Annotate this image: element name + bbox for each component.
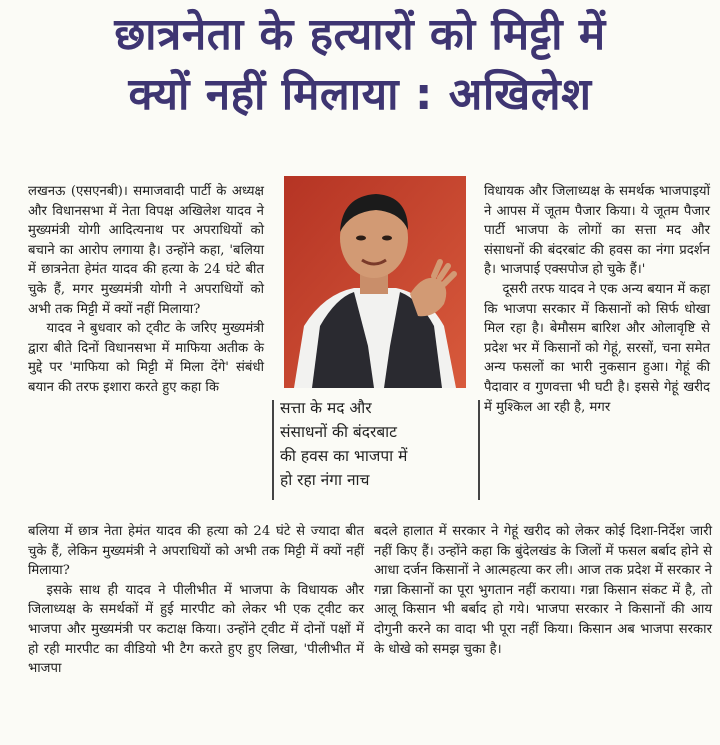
right-paragraph-1: विधायक और जिलाध्यक्ष के समर्थक भाजपाइयों ने आपस में जूतम पैजार किया। ये जूतम पैजार पार्टी भाजपा के लोगों का सत्ता मद और संसाधनों की बंदरबांट की हवस का नंगा प्रदर्शन है। भाजपाई एक्सपोज हो चुके हैं।' <box>484 184 710 278</box>
headline-line-2: क्यों नहीं मिलाया : अखिलेश <box>128 69 592 120</box>
pull-quote-line-1: सत्ता के मद और <box>280 399 372 417</box>
pull-quote-right-rule <box>478 400 480 500</box>
bottom-left-column <box>28 522 364 679</box>
akhilesh-yadav-photo <box>284 176 466 388</box>
bottom-right-paragraph-1: बदले हालात में सरकार ने गेहूं खरीद को लेकर कोई दिशा-निर्देश जारी नहीं किए हैं। उन्होंने कहा कि बुंदेलखंड के जिलों में फसल बर्बाद होने से आधा दर्जन किसानों ने आत्महत्या कर ली। आज तक प्रदेश में सरकार ने गन्ना किसानों का पूरा भुगतान नहीं कराया। गन्ना किसान संकट में है, तो आलू किसान भी बर्बाद हो गये। भाजपा सरकार ने किसानों की आय दोगुनी करने का वादा भी पूरा नहीं किया। किसान अब भाजपा सरकार के धोखे को समझ चुका है। <box>374 524 712 657</box>
pull-quote <box>280 396 470 492</box>
pull-quote-left-rule <box>272 400 274 500</box>
headline-line-1: छात्रनेता के हत्यारों को मिट्टी में <box>114 9 606 60</box>
pull-quote-line-2: संसाधनों की बंदरबाट <box>280 423 397 441</box>
portrait-image <box>284 176 466 388</box>
bottom-left-paragraph-2: इसके साथ ही यादव ने पीलीभीत में भाजपा के विधायक और जिलाध्यक्ष के समर्थकों में हुई मारपीट को लेकर भी एक ट्वीट कर भाजपा और मुख्यमंत्री पर कटाक्ष किया। उन्होंने ट्वीट में दोनों पक्षों में हो रही मारपीट का वीडियो भी टैग करते हुए हुए लिखा, 'पीलीभीत में भाजपा <box>28 582 364 677</box>
pull-quote-line-3: की हवस का भाजपा में <box>280 447 408 465</box>
left-paragraph-2: यादव ने बुधवार को ट्वीट के जरिए मुख्यमंत्री द्वारा बीते दिनों विधानसभा में माफिया अतीक के मुद्दे पर 'माफिया को मिट्टी में मिला देंगे' संबंधी बयान की तरफ इशारा करते हुए कहा कि <box>28 321 264 395</box>
pull-quote-line-4: हो रहा नंगा नाच <box>280 471 370 489</box>
left-column <box>28 182 264 398</box>
right-column <box>484 182 710 417</box>
left-paragraph-1: लखनऊ (एसएनबी)। समाजवादी पार्टी के अध्यक्ष और विधानसभा में नेता विपक्ष अखिलेश यादव ने मुख्यमंत्री योगी आदित्यनाथ पर अपराधियों को बचाने का आरोप लगाया है। उन्होंने कहा, 'बलिया में छात्रनेता हेमंत यादव की हत्या के 24 घंटे बीत चुके हैं, मगर मुख्यमंत्री योगी ने अपराधियों को अभी तक मिट्टी में क्यों नहीं मिलाया? <box>28 184 264 317</box>
bottom-left-paragraph-1: बलिया में छात्र नेता हेमंत यादव की हत्या को 24 घंटे से ज्यादा बीत चुके हैं, लेकिन मुख्यमंत्री ने अपराधियों को अभी तक मिट्टी में क्यों नहीं मिलाया? <box>28 524 364 579</box>
right-paragraph-2: दूसरी तरफ यादव ने एक अन्य बयान में कहा कि भाजपा सरकार में किसानों को सिर्फ धोखा मिल रहा है। बेमौसम बारिश और ओलावृष्टि से प्रदेश भर में किसानों को गेहूं, सरसों, चना समेत अन्य फसलों का भारी नुकसान हुआ। गेहूं की पैदावार व गुणवत्ता भी घटी है। इससे गेहूं खरीद में मुश्किल आ रही है, मगर <box>484 281 710 415</box>
headline <box>0 6 720 124</box>
bottom-right-column <box>374 522 712 659</box>
